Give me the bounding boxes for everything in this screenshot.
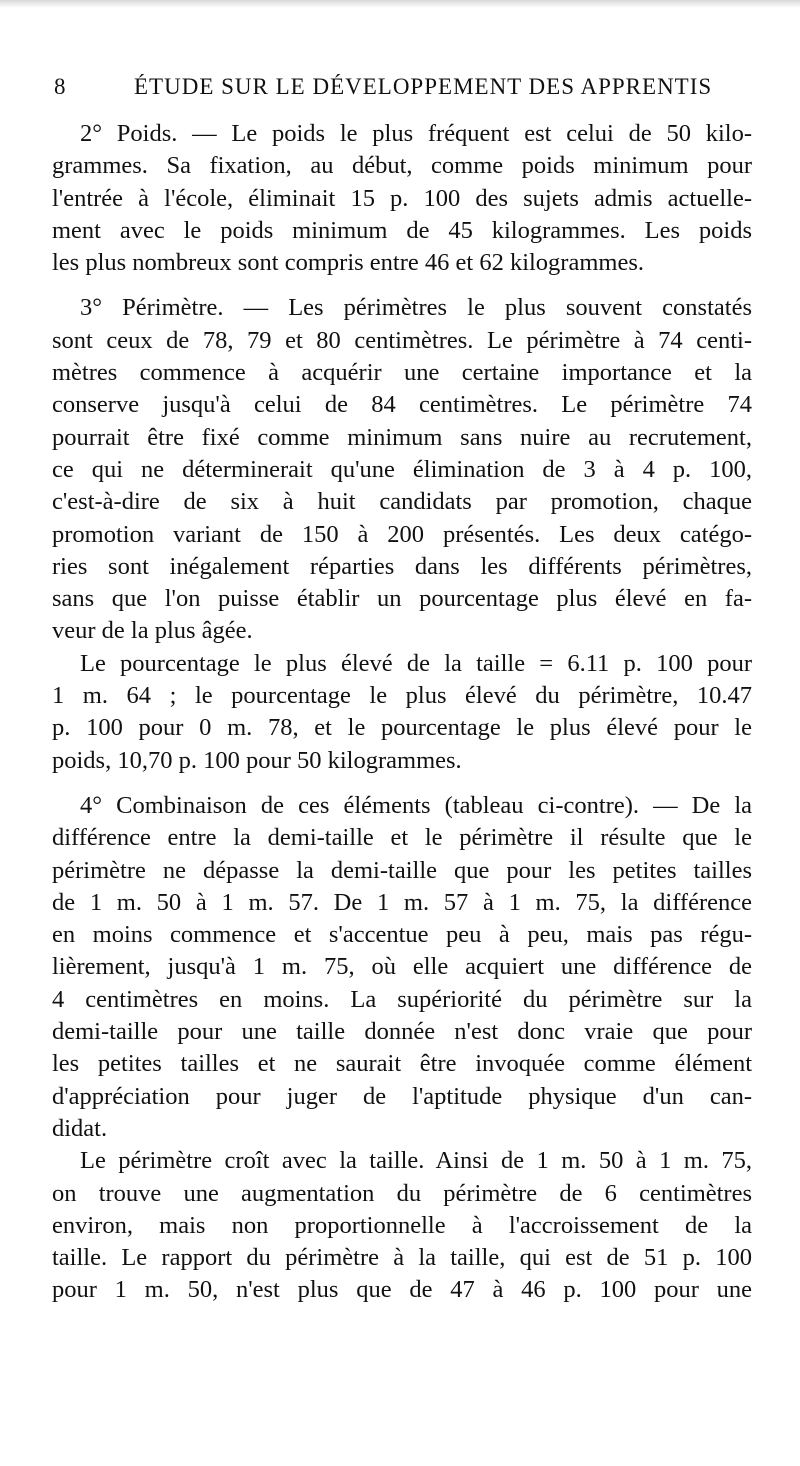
text-line: sans que l'on puisse établir un pourcentage plus élevé en fa- [52,585,752,613]
text-line: ries sont inégalement réparties dans les différents périmètres, [52,552,752,580]
text-line: 4° Combinaison de ces éléments (tableau ci-contre). — De la [80,791,752,819]
text-line: de 1 m. 50 à 1 m. 57. De 1 m. 57 à 1 m. 75, la différence [52,888,752,916]
text-line: 2° Poids. — Le poids le plus fréquent est celui de 50 kilo- [80,120,752,147]
paragraph-poids [52,118,752,279]
text-line: mètres commence à acquérir une certaine importance et la [52,359,752,387]
text-line: en moins commence et s'accentue peu à peu, mais pas régu- [52,921,752,949]
text-line: demi-taille pour une taille donnée n'est donc vraie que pour [52,1018,752,1046]
text-line: les plus nombreux sont compris entre 46 et 62 kilogrammes. [52,249,644,277]
text-line: poids, 10,70 p. 100 pour 50 kilogrammes. [52,746,462,774]
paragraph-pourcentage [52,648,752,777]
paragraph-perimetre [52,292,752,647]
running-title: ÉTUDE SUR LE DÉVELOPPEMENT DES APPRENTIS [134,74,713,99]
paragraph-gap [52,777,752,790]
text-line: sont ceux de 78, 79 et 80 centimètres. Le périmètre à 74 centi- [52,326,752,354]
paragraph-combinaison [52,790,752,1145]
text-line: Le pourcentage le plus élevé de la taille = 6.11 p. 100 pour [80,649,752,677]
text-line: p. 100 pour 0 m. 78, et le pourcentage le plus élevé pour le [52,714,752,742]
text-line: 3° Périmètre. — Les périmètres le plus souvent constatés [80,294,752,322]
text-line: 1 m. 64 ; le pourcentage le plus élevé du périmètre, 10.47 [52,682,752,710]
text-line: périmètre ne dépasse la demi-taille que pour les petites tailles [52,856,752,884]
text-line: les petites tailles et ne saurait être invoquée comme élément [52,1050,752,1078]
text-line: on trouve une augmentation du périmètre de 6 centimètres [52,1179,752,1207]
page-number: 8 [54,74,67,99]
text-line: veur de la plus âgée. [52,617,253,645]
text-line: promotion variant de 150 à 200 présentés. Les deux catégo- [52,520,752,548]
text-line: c'est-à-dire de six à huit candidats par promotion, chaque [52,488,752,516]
text-line: lièrement, jusqu'à 1 m. 75, où elle acquiert une différence de [52,953,752,981]
text-line: conserve jusqu'à celui de 84 centimètres. Le périmètre 74 [52,391,752,419]
text-line: pour 1 m. 50, n'est plus que de 47 à 46 p. 100 pour une [52,1276,752,1304]
paragraph-croissance [52,1145,752,1306]
text-line: environ, mais non proportionnelle à l'accroissement de la [52,1211,752,1239]
body-text [52,118,752,1307]
text-line: taille. Le rapport du périmètre à la taille, qui est de 51 p. 100 [52,1244,752,1272]
text-line: différence entre la demi-taille et le périmètre il résulte que le [52,824,752,852]
page-top-edge [0,0,800,8]
text-line: d'appréciation pour juger de l'aptitude physique d'un can- [52,1082,752,1110]
text-line: pourrait être fixé comme minimum sans nuire au recrutement, [52,423,752,451]
text-line: ment avec le poids minimum de 45 kilogrammes. Les poids [52,216,752,244]
text-line: didat. [52,1114,108,1142]
text-line: grammes. Sa fixation, au début, comme poids minimum pour [52,152,752,180]
text-line: 4 centimètres en moins. La supériorité du périmètre sur la [52,985,752,1013]
text-line: Le périmètre croît avec la taille. Ainsi de 1 m. 50 à 1 m. 75, [80,1147,752,1175]
text-line: l'entrée à l'école, éliminait 15 p. 100 des sujets admis actuelle- [52,184,752,212]
paragraph-gap [52,279,752,292]
text-line: ce qui ne déterminerait qu'une élimination de 3 à 4 p. 100, [52,455,752,483]
page-header [54,70,750,104]
